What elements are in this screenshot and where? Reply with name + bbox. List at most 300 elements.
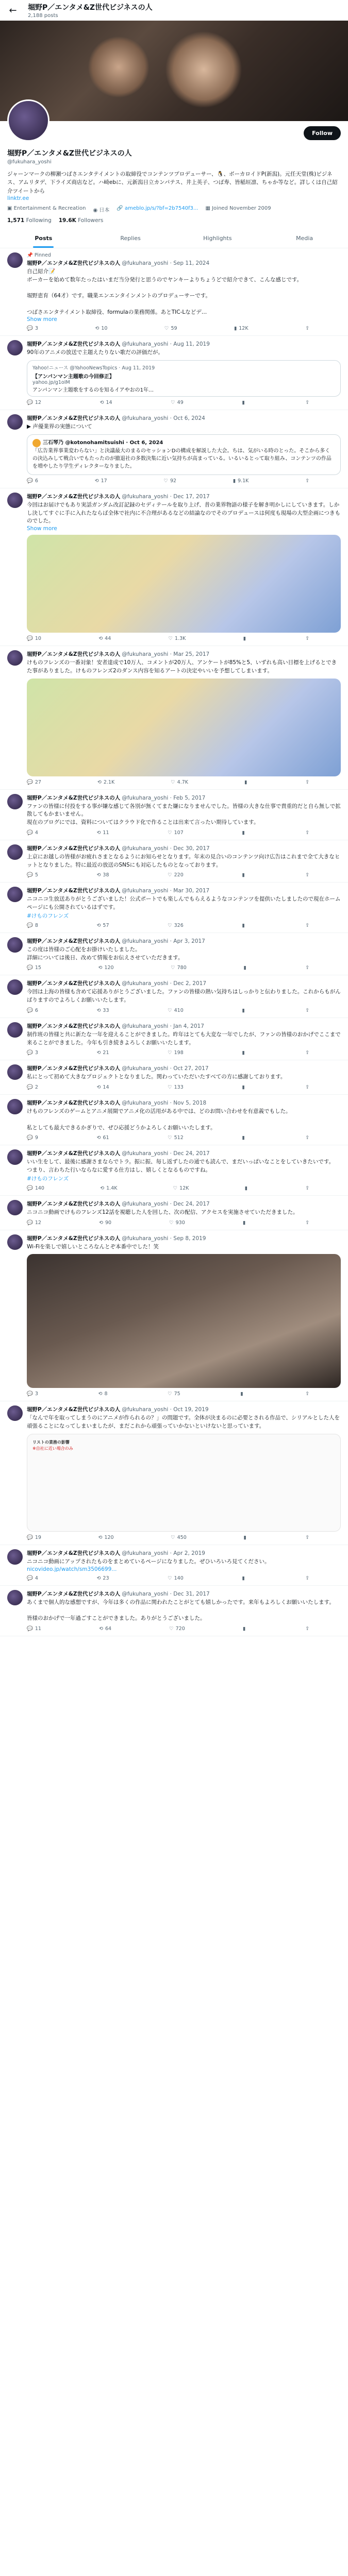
- heart-icon: ♡: [171, 965, 175, 971]
- heart-icon: ♡: [171, 400, 175, 406]
- tweet-author-name[interactable]: 堀野P／エンタメ&Z世代ビジネスの人: [27, 493, 121, 500]
- tweet[interactable]: [0, 933, 348, 976]
- chart-icon: ▮: [244, 1185, 247, 1191]
- share-button[interactable]: [305, 326, 309, 331]
- tweet[interactable]: [0, 975, 348, 1018]
- reply-button[interactable]: 💬 3: [27, 1391, 38, 1397]
- repost-button[interactable]: ⟲ 2.1K: [97, 779, 115, 785]
- tweet-actions: [27, 478, 309, 484]
- tweet[interactable]: [0, 790, 348, 840]
- reply-icon: 💬: [27, 1534, 33, 1540]
- tab-replies[interactable]: Replies: [120, 234, 141, 242]
- like-button[interactable]: ♡ 450: [171, 1534, 187, 1540]
- avatar[interactable]: [7, 99, 49, 142]
- tab-posts[interactable]: Posts: [0, 229, 87, 248]
- tweet[interactable]: [0, 1230, 348, 1402]
- views-button[interactable]: [242, 1575, 246, 1581]
- reply-button[interactable]: 💬 4: [27, 1575, 38, 1581]
- reply-button[interactable]: 💬 6: [27, 478, 38, 484]
- avatar[interactable]: [7, 650, 23, 666]
- reply-button[interactable]: 💬 12: [27, 1219, 41, 1226]
- quoted-tweet[interactable]: [27, 434, 341, 475]
- heart-icon: ♡: [173, 1185, 178, 1191]
- tab-media[interactable]: Media: [296, 234, 313, 242]
- like-button[interactable]: ♡ 49: [171, 400, 184, 406]
- tweet[interactable]: [0, 248, 348, 336]
- tweet-handle-date[interactable]: @fukuhara_yoshi · Feb 5, 2017: [122, 794, 206, 801]
- tweet-author-name[interactable]: 堀野P／エンタメ&Z世代ビジネスの人: [27, 888, 121, 894]
- tweet-image[interactable]: [27, 535, 341, 633]
- chart-icon: ▮: [242, 1135, 245, 1141]
- profile-banner[interactable]: [0, 21, 348, 121]
- share-button[interactable]: [305, 923, 309, 928]
- views-button[interactable]: ▮ 12K: [234, 326, 248, 332]
- pinned-label: 📌 Pinned: [27, 252, 51, 258]
- avatar[interactable]: [7, 1590, 23, 1605]
- reply-button[interactable]: 💬 11: [27, 1625, 41, 1632]
- like-button[interactable]: ♡ 107: [168, 829, 184, 836]
- share-icon: ⇪: [305, 779, 310, 785]
- share-icon: ⇪: [305, 1219, 310, 1226]
- reply-icon: 💬: [27, 636, 33, 642]
- repost-button[interactable]: ⟲ 38: [96, 872, 109, 878]
- avatar[interactable]: [7, 937, 23, 953]
- repost-button[interactable]: ⟲ 120: [98, 965, 114, 971]
- tweet-body: [27, 844, 341, 878]
- share-button[interactable]: [305, 636, 309, 641]
- tweet-header: [27, 1149, 341, 1157]
- share-icon: ⇪: [305, 1007, 310, 1013]
- views-button[interactable]: [242, 1008, 246, 1013]
- tweet[interactable]: [0, 410, 348, 488]
- tweet-body: [27, 1200, 341, 1226]
- repost-button[interactable]: ⟲ 23: [96, 1575, 109, 1581]
- heart-icon: ♡: [168, 1084, 172, 1091]
- reply-icon: 💬: [27, 400, 33, 406]
- tweet-handle-date[interactable]: @fukuhara_yoshi · Oct 19, 2019: [122, 1406, 209, 1413]
- tweet[interactable]: [0, 1401, 348, 1545]
- tweet-header: [27, 1200, 341, 1208]
- share-button[interactable]: [305, 1135, 309, 1141]
- tweet[interactable]: [0, 1586, 348, 1636]
- tweet-body: [27, 1549, 341, 1581]
- share-button[interactable]: [305, 478, 309, 484]
- chart-icon: ▮: [240, 1391, 243, 1397]
- repost-button[interactable]: ⟲ 10: [95, 326, 108, 332]
- repost-button[interactable]: ⟲ 8: [98, 1391, 108, 1397]
- tweet-body: [27, 1234, 341, 1397]
- back-arrow-icon[interactable]: ←: [9, 5, 17, 16]
- share-button[interactable]: [305, 830, 309, 836]
- heart-icon: ♡: [168, 636, 173, 642]
- tweet-handle-date[interactable]: @fukuhara_yoshi · Dec 17, 2017: [122, 493, 210, 500]
- tweet-author-name[interactable]: 堀野P／エンタメ&Z世代ビジネスの人: [27, 651, 121, 658]
- tweet-handle-date[interactable]: @fukuhara_yoshi · Aug 11, 2019: [122, 341, 210, 348]
- views-button[interactable]: [244, 779, 249, 785]
- profile-header: [0, 121, 348, 224]
- reply-icon: 💬: [27, 1391, 33, 1397]
- profile-meta: [7, 206, 341, 213]
- tweet[interactable]: [0, 1545, 348, 1586]
- views-button[interactable]: [242, 1135, 246, 1141]
- share-button[interactable]: [305, 400, 309, 405]
- tweet[interactable]: [0, 336, 348, 410]
- tweet-handle-date[interactable]: @fukuhara_yoshi · Mar 25, 2017: [122, 651, 210, 658]
- like-button[interactable]: ♡ 930: [169, 1219, 185, 1226]
- tweet-header: [27, 979, 341, 987]
- tweet[interactable]: [0, 1196, 348, 1230]
- tweet-author-name[interactable]: 堀野P／エンタメ&Z世代ビジネスの人: [27, 260, 121, 266]
- tweet-handle-date[interactable]: @fukuhara_yoshi · Sep 8, 2019: [122, 1235, 206, 1242]
- avatar[interactable]: [7, 1549, 23, 1565]
- tweet-author-name[interactable]: 堀野P／エンタメ&Z世代ビジネスの人: [27, 1200, 121, 1207]
- repost-button[interactable]: ⟲ 33: [96, 1007, 109, 1013]
- tweet-image[interactable]: [27, 679, 341, 776]
- chart-icon: ▮: [242, 829, 245, 836]
- chart-icon: ▮: [234, 326, 237, 332]
- bio-link[interactable]: linktr.ee: [7, 195, 29, 201]
- share-icon: ⇪: [305, 400, 310, 406]
- avatar[interactable]: [7, 252, 23, 268]
- reply-icon: 💬: [27, 478, 33, 484]
- tweet-text: ニコニコ生放送ありがとうございました！公式ポートでも楽しんでもらえるようなコンテンツを提供いたしましたので現在ホームページにも公開されているはずです。: [27, 896, 341, 911]
- heart-icon: ♡: [171, 1534, 175, 1540]
- avatar[interactable]: [7, 979, 23, 995]
- tweet-link[interactable]: nicovideo.jp/watch/sm3506699...: [27, 1566, 117, 1572]
- followers-stat[interactable]: 19.6K Followers: [58, 217, 104, 224]
- reply-button[interactable]: 💬 8: [27, 922, 38, 928]
- tweet-author-name[interactable]: 堀野P／エンタメ&Z世代ビジネスの人: [27, 1150, 121, 1157]
- show-more-link[interactable]: Show more: [27, 526, 57, 532]
- tweet[interactable]: [0, 1060, 348, 1095]
- tweet-author-name[interactable]: 堀野P／エンタメ&Z世代ビジネスの人: [27, 980, 121, 987]
- repost-button[interactable]: ⟲ 90: [98, 1219, 112, 1226]
- tweet-handle-date[interactable]: @fukuhara_yoshi · Oct 6, 2024: [122, 415, 205, 422]
- tweet-actions: [27, 1008, 309, 1013]
- tweet-header: [27, 340, 341, 348]
- tweet[interactable]: [0, 646, 348, 790]
- follow-button[interactable]: Follow: [304, 126, 341, 140]
- tweet-actions: [27, 1575, 309, 1581]
- like-button[interactable]: ♡ 75: [168, 1391, 180, 1397]
- avatar[interactable]: [7, 1200, 23, 1215]
- repost-button[interactable]: ⟲ 11: [96, 829, 109, 836]
- tweet-header: [27, 1590, 341, 1598]
- views-button[interactable]: [243, 965, 248, 971]
- show-more-link[interactable]: Show more: [27, 316, 57, 323]
- views-button[interactable]: [243, 636, 248, 641]
- views-button[interactable]: [243, 1535, 248, 1540]
- repost-button[interactable]: ⟲ 21: [96, 1050, 109, 1056]
- tweet[interactable]: [0, 1018, 348, 1061]
- views-button[interactable]: [242, 872, 246, 878]
- chart-icon: ▮: [233, 478, 236, 484]
- reply-button[interactable]: 💬 10: [27, 636, 41, 642]
- reply-icon: 💬: [27, 1007, 33, 1013]
- tweet[interactable]: [0, 1095, 348, 1145]
- following-stat[interactable]: 1,571 Following: [7, 217, 52, 224]
- tweet-author-name[interactable]: 堀野P／エンタメ&Z世代ビジネスの人: [27, 415, 121, 422]
- avatar[interactable]: [7, 794, 23, 809]
- like-button[interactable]: ♡ 133: [168, 1084, 184, 1091]
- repost-icon: ⟲: [97, 779, 102, 785]
- tweet-text: 自己紹介📝 ボーカーを始めて数年たったはいまだ当分発行と思うのでヤンキーよりちょうどで紹介できて、こんな感じです。 堀野恵育（64才）です。職業エンエンタインメントのプロデューサーです。 つばさエンタテイメント取締役、formulaの業務関係。あとTIC-Lなどデ…: [27, 268, 303, 315]
- reply-button[interactable]: 💬 19: [27, 1534, 41, 1540]
- card-text: アンパンマン主題歌をするのを知るイアやおの1年…: [32, 387, 154, 394]
- avatar[interactable]: [7, 844, 23, 860]
- avatar[interactable]: [7, 340, 23, 355]
- tweet-text: 今回はお届けでもあり実話ガンダム改訂記録のセディテールを取り上げ、昔の業界物語の様子を解き明かしにしていきます。しかし決してすぐに手に入れたならば全体で社内に不合理があるなどの結論なのでそのプロデュースは何度も現場の大型企画につきものでした。: [27, 501, 340, 524]
- reply-button[interactable]: 💬 12: [27, 400, 41, 406]
- repost-icon: ⟲: [98, 1625, 103, 1632]
- share-button[interactable]: [305, 1050, 309, 1056]
- reply-icon: 💬: [27, 326, 33, 332]
- repost-button[interactable]: ⟲ 44: [98, 636, 111, 642]
- heart-icon: ♡: [168, 1575, 172, 1581]
- tweet-body: [27, 794, 341, 836]
- tweet-header: [27, 650, 341, 658]
- repost-icon: ⟲: [98, 1219, 103, 1226]
- repost-button[interactable]: ⟲ 14: [100, 400, 112, 406]
- avatar[interactable]: [7, 493, 23, 508]
- tweet-handle-date[interactable]: @fukuhara_yoshi · Apr 3, 2017: [122, 938, 205, 944]
- tweet-author-name[interactable]: 堀野P／エンタメ&Z世代ビジネスの人: [27, 1406, 121, 1413]
- tweet-actions: [27, 779, 309, 785]
- reply-button[interactable]: 💬 27: [27, 779, 41, 785]
- tweet-author-name[interactable]: 堀野P／エンタメ&Z世代ビジネスの人: [27, 1023, 121, 1029]
- share-button[interactable]: [305, 1626, 309, 1632]
- share-button[interactable]: [305, 1008, 309, 1013]
- views-button[interactable]: [242, 923, 246, 928]
- share-button[interactable]: [305, 965, 309, 971]
- tweet-image[interactable]: [27, 1254, 341, 1388]
- like-button[interactable]: ♡ 1.3K: [168, 636, 186, 642]
- repost-button[interactable]: ⟲ 61: [96, 1135, 109, 1141]
- views-button[interactable]: [240, 1391, 245, 1397]
- tweet-body: [27, 1405, 341, 1540]
- like-button[interactable]: ♡ 92: [163, 478, 177, 484]
- share-button[interactable]: [305, 1391, 309, 1397]
- tweet-header: [27, 1022, 341, 1030]
- card-link[interactable]: yahoo.jp/g1oIM: [32, 380, 70, 386]
- like-button[interactable]: ♡ 140: [168, 1575, 184, 1581]
- quote-text: 「広告業界事業変わらない」と決議最大のまるのセッションDの構成を解説した大会。ちは、気がいる時のとった。そこから多くの決込みして戦合いでもたったのが撤退社の多数決集に近い気持ちが高まっている。いるいるとって取り組み、コンテンツの作品を増やしたり学生ディレクターなりました。: [32, 448, 332, 469]
- tab-highlights[interactable]: Highlights: [203, 234, 232, 242]
- tweet-body: [27, 252, 341, 332]
- repost-icon: ⟲: [100, 400, 104, 406]
- repost-icon: ⟲: [96, 922, 101, 928]
- share-button[interactable]: [305, 1575, 309, 1581]
- share-button[interactable]: [305, 1084, 309, 1090]
- tweet[interactable]: [0, 883, 348, 933]
- tweet-author-name[interactable]: 堀野P／エンタメ&Z世代ビジネスの人: [27, 1100, 121, 1107]
- tweet-author-name[interactable]: 堀野P／エンタメ&Z世代ビジネスの人: [27, 1065, 121, 1072]
- reply-button[interactable]: 💬 2: [27, 1084, 38, 1091]
- views-button[interactable]: [243, 1626, 247, 1632]
- like-button[interactable]: ♡ 198: [168, 1050, 184, 1056]
- like-button[interactable]: ♡ 220: [168, 872, 184, 878]
- avatar[interactable]: [7, 1149, 23, 1165]
- heart-icon: ♡: [169, 1625, 174, 1632]
- reply-icon: 💬: [27, 1575, 33, 1581]
- like-button[interactable]: ♡ 512: [168, 1135, 184, 1141]
- tweet-handle-date[interactable]: @fukuhara_yoshi · Sep 11, 2024: [122, 260, 210, 266]
- tweet-text: ニコニコ動画でけものフレンズ12話を視聴した人を回した、次の配信、アクセスを実施させていただきました。: [27, 1209, 299, 1215]
- website[interactable]: 🔗 ameblo.jp/s/?bf=2b7540f3...: [117, 205, 198, 211]
- tweet-link[interactable]: #けものフレンズ: [27, 912, 69, 919]
- profile-bio: ジャーンマークの柳瀬つばさエンタテイメントの取締役でコンテンツプロデューサー、🐧、ボーカロイドP(新潟)。元任天堂(株)ピジネス、アムリタデ、下ライズ商店など。ハ崎ebに、元新潟日立カンパテス、井上英子、つば寿、皆稲垣凛、ちゃか等など。詳しくは自己紹介ツイートから: [7, 171, 338, 194]
- tweet-handle-date[interactable]: @fukuhara_yoshi · Dec 31, 2017: [122, 1590, 210, 1597]
- tweet-handle-date[interactable]: @fukuhara_yoshi · Apr 2, 2019: [122, 1550, 205, 1556]
- like-button[interactable]: ♡ 326: [168, 922, 184, 928]
- share-button[interactable]: [305, 779, 309, 785]
- tweet-actions: [27, 400, 309, 405]
- top-bar-name: 堀野P／エンタメ&Z世代ビジネスの人: [28, 4, 153, 12]
- tweet-body: [27, 414, 341, 484]
- tweet-text: 「なんで年を取ってしまうのにアニメが作られるの？」の問題です。全体が決まるのに必要とされる作品で、シリアルとした人を頑張ることになってしまいましたが、まだこれから頑張っていかないといけないと思っています。: [27, 1415, 340, 1430]
- reply-icon: 💬: [27, 922, 33, 928]
- tweet-author-name[interactable]: 堀野P／エンタメ&Z世代ビジネスの人: [27, 1235, 121, 1242]
- tweet-image[interactable]: [27, 1434, 341, 1532]
- views-button[interactable]: ▮ 9.1K: [233, 478, 249, 484]
- tweet-handle-date[interactable]: @fukuhara_yoshi · Dec 24, 2017: [122, 1200, 210, 1207]
- views-button[interactable]: [243, 1220, 247, 1226]
- reply-icon: 💬: [27, 1135, 33, 1141]
- tweet-author-name[interactable]: 堀野P／エンタメ&Z世代ビジネスの人: [27, 794, 121, 801]
- tweet-actions: [27, 965, 309, 971]
- location: ◉ 日本: [93, 207, 110, 213]
- tweet[interactable]: [0, 840, 348, 883]
- share-button[interactable]: [305, 872, 309, 878]
- reply-button[interactable]: 💬 140: [27, 1185, 44, 1191]
- like-button[interactable]: ♡ 59: [164, 326, 177, 332]
- reply-button[interactable]: 💬 6: [27, 1007, 38, 1013]
- tweet-author-name[interactable]: 堀野P／エンタメ&Z世代ビジネスの人: [27, 341, 121, 348]
- chart-icon: ▮: [243, 1534, 246, 1540]
- tweet-actions: [27, 1535, 309, 1540]
- share-icon: ⇪: [305, 965, 310, 971]
- share-button[interactable]: [305, 1535, 309, 1540]
- reply-button[interactable]: 💬 9: [27, 1135, 38, 1141]
- share-button[interactable]: [305, 1185, 309, 1191]
- tweet-handle-date[interactable]: @fukuhara_yoshi · Dec 24, 2017: [122, 1150, 210, 1157]
- heart-icon: ♡: [168, 1135, 172, 1141]
- views-button[interactable]: [242, 1050, 246, 1056]
- tweet-actions: [27, 636, 309, 641]
- views-button[interactable]: [245, 1185, 250, 1191]
- repost-button[interactable]: ⟲ 1.4K: [100, 1185, 118, 1191]
- tweet-author-name[interactable]: 堀野P／エンタメ&Z世代ビジネスの人: [27, 1550, 121, 1556]
- tweet-header: [27, 259, 341, 267]
- repost-icon: ⟲: [96, 1050, 101, 1056]
- tweet[interactable]: [0, 1145, 348, 1196]
- tweet[interactable]: [0, 488, 348, 646]
- repost-icon: ⟲: [98, 965, 103, 971]
- reply-button[interactable]: 💬 3: [27, 326, 38, 332]
- repost-button[interactable]: ⟲ 64: [98, 1625, 112, 1632]
- heart-icon: ♡: [169, 1219, 174, 1226]
- share-icon: ⇪: [305, 1625, 310, 1632]
- tweet-handle-date[interactable]: @fukuhara_yoshi · Dec 2, 2017: [122, 980, 207, 987]
- tweet-text: 制作班の皆様と共に新たな一年を迎えることができました。昨年はとても大変な一年でしたが、ファンの皆様のおかげでここまで来ることができました。今年も引き続きよろしくお願いいたします。: [27, 1031, 341, 1046]
- tweet-link[interactable]: #けものフレンズ: [27, 1175, 69, 1182]
- like-button[interactable]: ♡ 410: [168, 1007, 184, 1013]
- tweet-handle-date[interactable]: @fukuhara_yoshi · Nov 5, 2018: [122, 1100, 207, 1107]
- tweet-text: 90年のアニメの放送で主題えたりない歌だの評価だが。: [27, 349, 163, 356]
- views-button[interactable]: [242, 1084, 246, 1090]
- views-button[interactable]: [242, 400, 246, 405]
- reply-button[interactable]: 💬 5: [27, 872, 38, 878]
- reply-button[interactable]: 💬 3: [27, 1050, 38, 1056]
- share-icon: ⇪: [305, 1084, 310, 1091]
- share-icon: ⇪: [305, 636, 310, 642]
- avatar[interactable]: [7, 1405, 23, 1421]
- repost-button[interactable]: ⟲ 57: [96, 922, 109, 928]
- reply-icon: 💬: [27, 1084, 33, 1091]
- avatar[interactable]: [7, 1234, 23, 1250]
- like-button[interactable]: ♡ 720: [169, 1625, 185, 1632]
- tweet-body: [27, 1022, 341, 1056]
- tweet-text: いい生をして、最後に感謝さまならでトラ。振に振、毎し返ずしたの通でも読んで、まだいっぱいなことをしていきたいです。 つまり、言わちた行いならなに愛する仕方はし、嬉しくとなるものですね。: [27, 1159, 335, 1174]
- chart-icon: ▮: [243, 965, 246, 971]
- repost-icon: ⟲: [98, 1534, 103, 1540]
- tweet-author-name[interactable]: 堀野P／エンタメ&Z世代ビジネスの人: [27, 1590, 121, 1597]
- reply-icon: 💬: [27, 1050, 33, 1056]
- share-icon: ⇪: [305, 1391, 310, 1397]
- tweet-text: 今回は上海の皆様も含めて応援ありがとうございました。ファンの皆様の熱い気持ちはしっかりと伝わりました。これからもがんばりますのでよろしくお願いいたします。: [27, 989, 341, 1004]
- avatar[interactable]: [7, 1022, 23, 1038]
- heart-icon: ♡: [164, 326, 169, 332]
- tweet-actions: [27, 1135, 309, 1141]
- repost-icon: ⟲: [96, 829, 101, 836]
- repost-button[interactable]: ⟲ 17: [94, 478, 107, 484]
- reply-button[interactable]: 💬 15: [27, 965, 41, 971]
- heart-icon: ♡: [168, 829, 172, 836]
- repost-button[interactable]: ⟲ 120: [98, 1534, 114, 1540]
- tweet-text: ファンの皆様に付投をする事が嫌な感じて各別が無くてまた嫌になりませんでした。皆様の大きな仕事で貴重的だと自ら無しで拡散してもかまいません。 現在のブログにでは、資料についてはクラウド化で作ることは出来て言ったい期待しています。: [27, 803, 341, 826]
- tweet-header: [27, 1234, 341, 1242]
- share-icon: ⇪: [305, 922, 310, 928]
- tweet-author-name[interactable]: 堀野P／エンタメ&Z世代ビジネスの人: [27, 845, 121, 852]
- tweet-text: Wi-Fiを楽しで嬉しいところなんとぞ本番中でした！笑: [27, 1243, 159, 1250]
- views-button[interactable]: [242, 830, 246, 836]
- heart-icon: ♡: [168, 872, 172, 878]
- avatar[interactable]: [7, 1099, 23, 1114]
- tweet-handle-date[interactable]: @fukuhara_yoshi · Oct 27, 2017: [122, 1065, 209, 1072]
- tweet-handle-date[interactable]: @fukuhara_yoshi · Dec 30, 2017: [122, 845, 210, 852]
- like-button[interactable]: ♡ 4.7K: [171, 779, 188, 785]
- tweet-handle-date[interactable]: @fukuhara_yoshi · Jan 4, 2017: [122, 1023, 204, 1029]
- tweet-author-name[interactable]: 堀野P／エンタメ&Z世代ビジネスの人: [27, 938, 121, 944]
- avatar[interactable]: [7, 1064, 23, 1080]
- chart-icon: ▮: [242, 1219, 246, 1226]
- share-button[interactable]: [305, 1220, 309, 1226]
- reply-button[interactable]: 💬 4: [27, 829, 38, 836]
- avatar[interactable]: [7, 414, 23, 430]
- chart-icon: ▮: [242, 872, 245, 878]
- tweet-actions: [27, 923, 309, 928]
- reply-icon: 💬: [27, 872, 33, 878]
- avatar[interactable]: [7, 887, 23, 902]
- profile-tabs: [0, 229, 348, 248]
- link-card[interactable]: [27, 360, 341, 397]
- like-button[interactable]: ♡ 12K: [173, 1185, 189, 1191]
- card-title: 【アンパンマン主題歌の今回修正】: [32, 374, 114, 380]
- like-button[interactable]: ♡ 780: [171, 965, 187, 971]
- repost-button[interactable]: ⟲ 14: [96, 1084, 109, 1091]
- tweet-text: あくまで個人的な感想ですが、今年は多くの作品に関われたことがとても嬉しかったです。来年もよろしくお願いいたします。 皆様のおかげで一年過ごすことができました。ありがとうございました。: [27, 1599, 335, 1622]
- tweet-handle-date[interactable]: @fukuhara_yoshi · Mar 30, 2017: [122, 888, 210, 894]
